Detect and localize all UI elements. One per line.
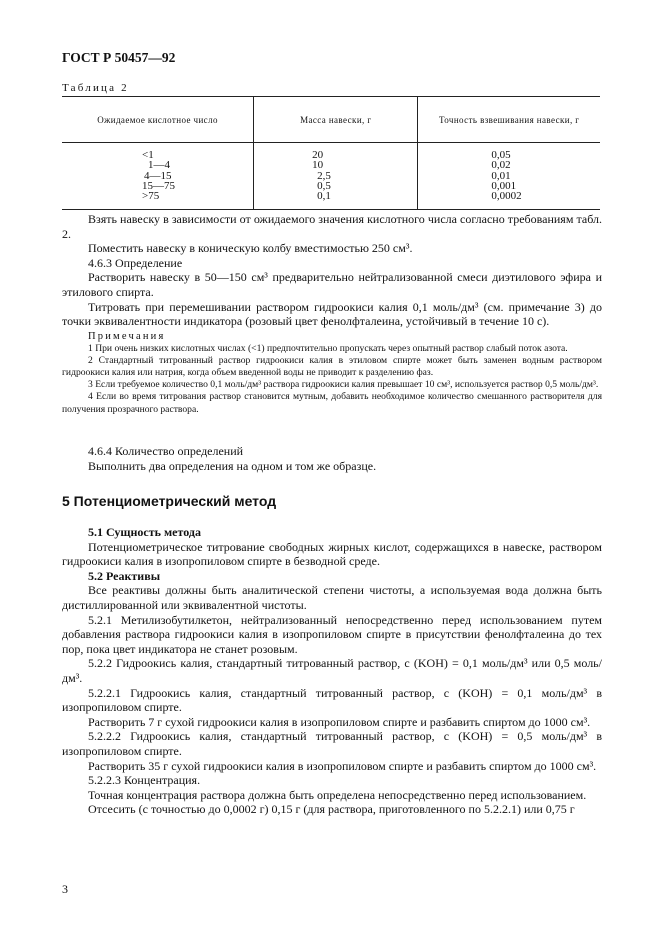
paragraph: Взять навеску в зависимости от ожидаемого значения кислотного числа согласно требованиям табл. 2. — [62, 212, 602, 241]
notes-heading: Примечания — [88, 331, 166, 342]
paragraph: Точная концентрация раствора должна быть определена непосредственно перед использованием. — [88, 787, 587, 802]
precision-value: 0,02 — [491, 159, 511, 172]
paragraph: Выполнить два определения на одном и том же образце. — [88, 458, 377, 473]
table-2 — [62, 96, 600, 210]
paragraph: Растворить навеску в 50—150 см³ предварительно нейтрализованной смеси диэтилового эфира и этилового спирта. — [62, 270, 602, 299]
paragraph: Отсесить (с точностью до 0,0002 г) 0,15 г (для раствора, приготовленного по 5.2.2.1) или 0,75 г — [88, 802, 575, 817]
mass-cell — [254, 143, 418, 210]
paragraph: Все реактивы должны быть аналитической степени чистоты, а используемая вода должна быть дистиллированной или эквивалентной чистоты. — [62, 583, 602, 612]
mass-value: 10 — [312, 159, 324, 172]
precision-value: 0,001 — [491, 179, 517, 192]
section-5-body — [62, 525, 602, 817]
precision-value: 0,0002 — [491, 190, 522, 203]
standard-header: ГОСТ Р 50457—92 — [62, 50, 176, 65]
subsection-title: 5.1 Сущность метода — [88, 525, 201, 539]
header-acid-number: Ожидаемое кислотное число — [62, 97, 254, 143]
body-block-2 — [62, 444, 602, 473]
paragraph: Растворить 7 г сухой гидроокиси калия в изопропиловом спирте и разбавить спиртом до 1000 см³. — [88, 714, 591, 729]
i4: >75 — [142, 190, 160, 203]
precision-cell — [418, 143, 600, 210]
paragraph: Растворить 35 г сухой гидроокиси калия в изопропиловом спирте и разбавить спиртом до 1000 см³. — [88, 758, 597, 773]
paragraph: 5.2.2.1 Гидроокись калия, стандартный титрованный раствор, c (KOH) = 0,1 моль/дм³ в изопропиловом спирте. — [62, 685, 602, 715]
paragraph: 4.6.3 Определение — [88, 255, 183, 270]
header-precision: Точность взвешивания навески, г — [418, 97, 600, 143]
page-number: 3 — [62, 882, 68, 896]
note-4: 4 Если во время титрования раствор становится мутным, добавить необходимое количество смешанного растворителя для получения прозрачного раствора. — [62, 391, 602, 415]
notes-block — [62, 331, 602, 416]
paragraph: 5.2.2.2 Гидроокись калия, стандартный титрованный раствор, c (KOH) = 0,5 моль/дм³ в изопропиловом спирте. — [62, 729, 602, 758]
header-mass: Масса навески, г — [254, 97, 418, 143]
i3: 15—75 — [142, 179, 175, 192]
paragraph: Поместить навеску в коническую колбу вместимостью 250 см³. — [88, 241, 413, 256]
paragraph: 5.2.1 Метилизобутилкетон, нейтрализованный непосредственно перед использованием путем добавления раствора гидроокиси калия в изопропиловом спирте в присутствии фенолфталеина до тех пор, пока цвет индикатора не станет розовым. — [62, 612, 602, 656]
paragraph: 5.2.2 Гидроокись калия, стандартный титрованный раствор, c (KOH) = 0,1 моль/дм³ или 0,5 моль/дм³. — [62, 656, 602, 685]
i2: 4—15 — [144, 169, 172, 182]
note-2: 2 Стандартный титрованный раствор гидроокиси калия в этиловом спирте может быть заменен водным раствором гидроокиси калия или натрия, когда объем введенной воды не приводит к разделению фаз. — [62, 355, 602, 379]
acid-number-cell — [62, 143, 254, 210]
note-3: 3 Если требуемое количество 0,1 моль/дм³ раствора гидроокиси калия превышает 10 см³, используется раствор 0,5 моль/дм³. — [88, 379, 599, 391]
mass-value: 20 — [312, 149, 324, 161]
note-1: 1 При очень низких кислотных числах (<1) предпочтительно пропускать через опытный раствор слабый поток азота. — [88, 343, 568, 355]
paragraph: Потенциометрическое титрование свободных жирных кислот, содержащихся в навеске, раствором гидроокиси калия в изопропиловом спирте в безводной среде. — [62, 539, 602, 569]
i0: <1 — [142, 149, 154, 161]
mass-value: 0,5 — [317, 179, 331, 192]
body-block-1 — [62, 212, 602, 329]
mass-value: 0,1 — [317, 190, 331, 203]
paragraph: 4.6.4 Количество определений — [88, 444, 244, 458]
table-caption: Таблица 2 — [62, 82, 129, 94]
mass-value: 2,5 — [317, 169, 331, 182]
table-header-row — [62, 97, 600, 143]
i1: 1—4 — [148, 159, 170, 172]
subsection-title: 5.2 Реактивы — [88, 568, 161, 583]
table-row — [62, 143, 600, 210]
paragraph: 5.2.2.3 Концентрация. — [88, 773, 201, 788]
paragraph: Титровать при перемешивании раствором гидроокиси калия 0,1 моль/дм³ (см. примечание 3) до точки эквивалентности индикатора (розовый цвет фенолфталеина, устойчивый в течение 10 с). — [62, 299, 602, 329]
section-5-title: 5 Потенциометрический метод — [62, 493, 277, 509]
precision-value: 0,01 — [491, 169, 511, 182]
precision-value: 0,05 — [491, 149, 511, 161]
